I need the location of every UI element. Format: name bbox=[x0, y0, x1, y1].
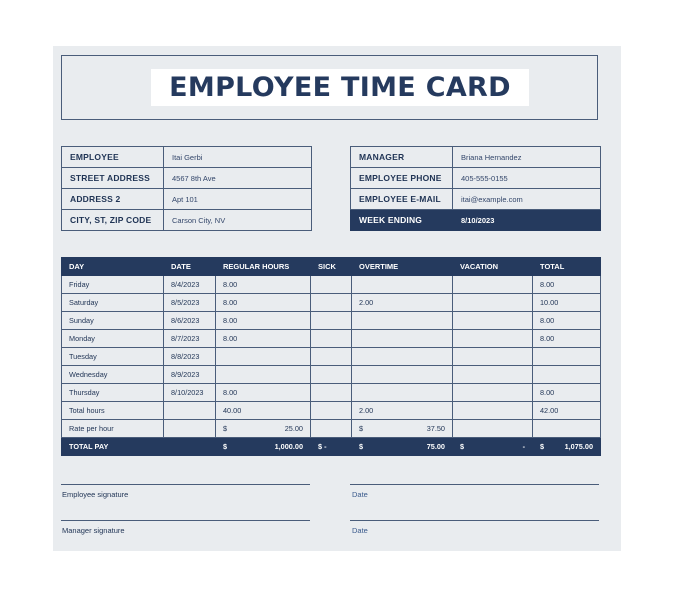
city-zip-label: CITY, ST, ZIP CODE bbox=[62, 210, 164, 231]
total-hours-row bbox=[62, 402, 601, 420]
date-cell[interactable]: 8/4/2023 bbox=[164, 276, 216, 294]
currency-symbol: $ bbox=[460, 442, 465, 451]
regular-hours-cell[interactable]: 8.00 bbox=[216, 384, 311, 402]
col-header-regular-hours: REGULAR HOURS bbox=[216, 258, 311, 276]
street-address-label: STREET ADDRESS bbox=[62, 168, 164, 189]
total-sick-hours bbox=[311, 402, 352, 420]
overtime-cell[interactable] bbox=[352, 276, 453, 294]
sick-cell[interactable] bbox=[311, 348, 352, 366]
info-row-city bbox=[62, 210, 312, 231]
manager-value[interactable]: Briana Hernandez bbox=[453, 147, 601, 168]
col-header-date: DATE bbox=[164, 258, 216, 276]
title-panel bbox=[151, 69, 529, 106]
table-row bbox=[62, 294, 601, 312]
vacation-cell[interactable] bbox=[453, 330, 533, 348]
col-header-day: DAY bbox=[62, 258, 164, 276]
overtime-rate-value: 37.50 bbox=[426, 424, 445, 433]
date-cell[interactable]: 8/10/2023 bbox=[164, 384, 216, 402]
overtime-rate-cell[interactable] bbox=[352, 420, 453, 438]
table-row bbox=[62, 348, 601, 366]
total-cell: 8.00 bbox=[533, 330, 601, 348]
vacation-cell[interactable] bbox=[453, 294, 533, 312]
total-cell: 8.00 bbox=[533, 276, 601, 294]
info-row-week-ending bbox=[351, 210, 601, 231]
info-row-address2 bbox=[62, 189, 312, 210]
date-cell[interactable]: 8/9/2023 bbox=[164, 366, 216, 384]
manager-label: MANAGER bbox=[351, 147, 453, 168]
manager-info-table bbox=[350, 146, 601, 231]
sick-cell[interactable] bbox=[311, 276, 352, 294]
regular-rate-value: 25.00 bbox=[284, 424, 303, 433]
timesheet-table bbox=[61, 257, 601, 456]
col-header-vacation: VACATION bbox=[453, 258, 533, 276]
total-rate-cell bbox=[533, 420, 601, 438]
sick-cell[interactable] bbox=[311, 366, 352, 384]
rate-date-cell bbox=[164, 420, 216, 438]
table-row bbox=[62, 276, 601, 294]
total-pay-cell bbox=[533, 438, 601, 456]
total-pay-value: 1,075.00 bbox=[564, 442, 593, 451]
employee-phone-label: EMPLOYEE PHONE bbox=[351, 168, 453, 189]
day-cell: Thursday bbox=[62, 384, 164, 402]
employee-email-value[interactable]: itai@example.com bbox=[453, 189, 601, 210]
manager-signature-line[interactable] bbox=[61, 520, 310, 521]
total-cell: 8.00 bbox=[533, 312, 601, 330]
regular-hours-cell[interactable]: 8.00 bbox=[216, 312, 311, 330]
total-cell: 8.00 bbox=[533, 384, 601, 402]
vacation-cell[interactable] bbox=[453, 384, 533, 402]
regular-hours-cell[interactable]: 8.00 bbox=[216, 330, 311, 348]
employee-date-label: Date bbox=[352, 490, 368, 499]
overtime-cell[interactable] bbox=[352, 348, 453, 366]
vacation-cell[interactable] bbox=[453, 276, 533, 294]
total-pay-row bbox=[62, 438, 601, 456]
total-regular-hours: 40.00 bbox=[216, 402, 311, 420]
info-row-manager bbox=[351, 147, 601, 168]
currency-symbol: $ bbox=[359, 424, 364, 433]
col-header-sick: SICK bbox=[311, 258, 352, 276]
sick-pay-cell: $ - bbox=[311, 438, 352, 456]
currency-symbol: $ bbox=[540, 442, 545, 451]
total-hours-date-cell bbox=[164, 402, 216, 420]
regular-hours-cell[interactable] bbox=[216, 348, 311, 366]
vacation-pay-value: - bbox=[522, 442, 525, 451]
employee-label: EMPLOYEE bbox=[62, 147, 164, 168]
total-cell: 10.00 bbox=[533, 294, 601, 312]
rate-per-hour-row bbox=[62, 420, 601, 438]
vacation-pay-cell bbox=[453, 438, 533, 456]
employee-signature-line[interactable] bbox=[61, 484, 310, 485]
vacation-rate-cell[interactable] bbox=[453, 420, 533, 438]
date-cell[interactable]: 8/6/2023 bbox=[164, 312, 216, 330]
week-ending-label: WEEK ENDING bbox=[351, 210, 453, 231]
timesheet-header-row bbox=[62, 258, 601, 276]
overtime-pay-value: 75.00 bbox=[426, 442, 445, 451]
day-cell: Monday bbox=[62, 330, 164, 348]
info-row-employee bbox=[62, 147, 312, 168]
overtime-pay-cell bbox=[352, 438, 453, 456]
day-cell: Friday bbox=[62, 276, 164, 294]
day-cell: Tuesday bbox=[62, 348, 164, 366]
regular-hours-cell[interactable]: 8.00 bbox=[216, 294, 311, 312]
table-row bbox=[62, 330, 601, 348]
overtime-cell[interactable]: 2.00 bbox=[352, 294, 453, 312]
date-cell[interactable]: 8/5/2023 bbox=[164, 294, 216, 312]
total-pay-date-cell bbox=[164, 438, 216, 456]
date-cell[interactable]: 8/8/2023 bbox=[164, 348, 216, 366]
city-zip-value[interactable]: Carson City, NV bbox=[164, 210, 312, 231]
employee-signature-label: Employee signature bbox=[62, 490, 129, 499]
total-hours-label: Total hours bbox=[62, 402, 164, 420]
currency-symbol: $ bbox=[223, 424, 228, 433]
info-row-street bbox=[62, 168, 312, 189]
overtime-cell[interactable] bbox=[352, 384, 453, 402]
regular-pay-value: 1,000.00 bbox=[274, 442, 303, 451]
info-row-phone bbox=[351, 168, 601, 189]
sick-cell[interactable] bbox=[311, 330, 352, 348]
overtime-cell[interactable] bbox=[352, 330, 453, 348]
vacation-cell[interactable] bbox=[453, 348, 533, 366]
week-ending-value[interactable]: 8/10/2023 bbox=[453, 210, 601, 231]
regular-rate-cell[interactable] bbox=[216, 420, 311, 438]
manager-signature-label: Manager signature bbox=[62, 526, 125, 535]
table-row bbox=[62, 312, 601, 330]
table-row bbox=[62, 384, 601, 402]
day-cell: Wednesday bbox=[62, 366, 164, 384]
date-cell[interactable]: 8/7/2023 bbox=[164, 330, 216, 348]
currency-symbol: $ bbox=[223, 442, 228, 451]
table-row bbox=[62, 366, 601, 384]
vacation-cell[interactable] bbox=[453, 312, 533, 330]
day-cell: Sunday bbox=[62, 312, 164, 330]
info-row-email bbox=[351, 189, 601, 210]
sick-rate-cell[interactable] bbox=[311, 420, 352, 438]
col-header-overtime: OVERTIME bbox=[352, 258, 453, 276]
currency-symbol: $ bbox=[359, 442, 364, 451]
total-pay-label: TOTAL PAY bbox=[62, 438, 164, 456]
manager-date-label: Date bbox=[352, 526, 368, 535]
regular-pay-cell bbox=[216, 438, 311, 456]
total-all-hours: 42.00 bbox=[533, 402, 601, 420]
manager-date-line[interactable] bbox=[350, 520, 599, 521]
total-cell bbox=[533, 366, 601, 384]
sick-cell[interactable] bbox=[311, 312, 352, 330]
employee-date-line[interactable] bbox=[350, 484, 599, 485]
total-vacation-hours bbox=[453, 402, 533, 420]
page-title: EMPLOYEE TIME CARD bbox=[169, 72, 511, 103]
day-cell: Saturday bbox=[62, 294, 164, 312]
sick-cell[interactable] bbox=[311, 384, 352, 402]
regular-hours-cell[interactable]: 8.00 bbox=[216, 276, 311, 294]
employee-email-label: EMPLOYEE E-MAIL bbox=[351, 189, 453, 210]
employee-value[interactable]: Itai Gerbi bbox=[164, 147, 312, 168]
address2-value[interactable]: Apt 101 bbox=[164, 189, 312, 210]
address2-label: ADDRESS 2 bbox=[62, 189, 164, 210]
vacation-cell[interactable] bbox=[453, 366, 533, 384]
regular-hours-cell[interactable] bbox=[216, 366, 311, 384]
street-address-value[interactable]: 4567 8th Ave bbox=[164, 168, 312, 189]
overtime-cell[interactable] bbox=[352, 366, 453, 384]
sick-cell[interactable] bbox=[311, 294, 352, 312]
col-header-total: TOTAL bbox=[533, 258, 601, 276]
overtime-cell[interactable] bbox=[352, 312, 453, 330]
employee-phone-value[interactable]: 405-555-0155 bbox=[453, 168, 601, 189]
total-overtime-hours: 2.00 bbox=[352, 402, 453, 420]
employee-info-table bbox=[61, 146, 312, 231]
rate-label: Rate per hour bbox=[62, 420, 164, 438]
total-cell bbox=[533, 348, 601, 366]
